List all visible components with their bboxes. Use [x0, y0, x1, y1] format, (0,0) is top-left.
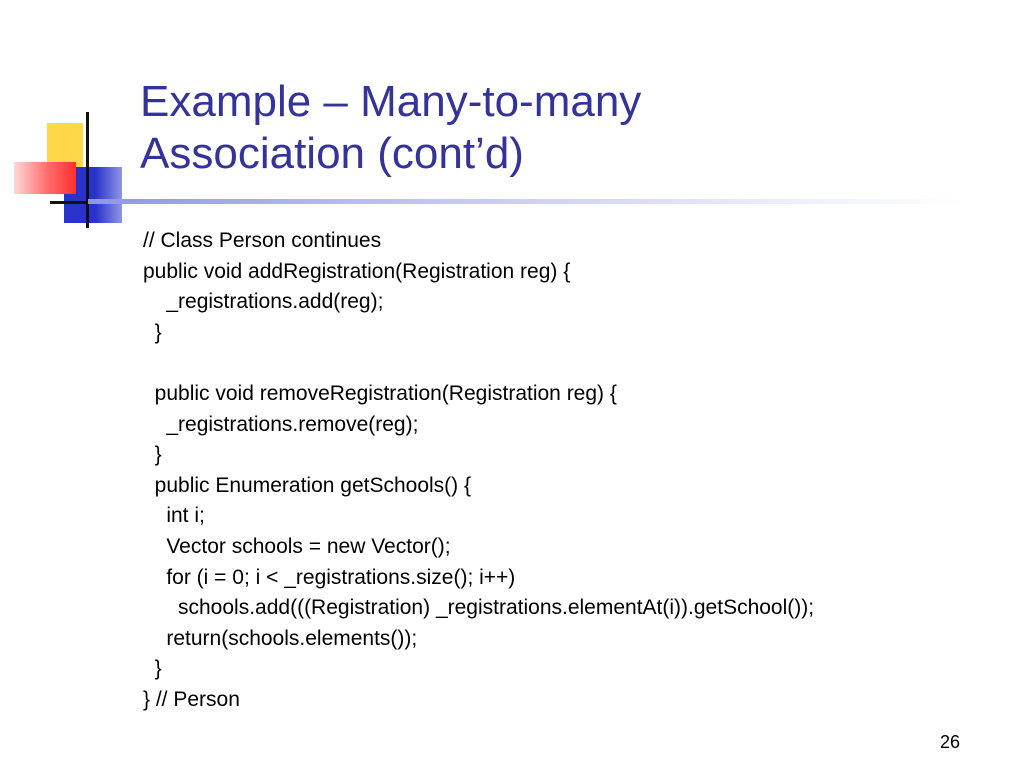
slide-title-line-1: Example – Many-to-many	[140, 77, 642, 126]
logo-red-bar	[14, 162, 76, 194]
code-line	[143, 348, 1003, 379]
page-number: 26	[939, 732, 960, 752]
code-line: // Class Person continues	[143, 229, 382, 252]
code-line: _registrations.add(reg);	[143, 290, 384, 314]
code-line: }	[143, 657, 162, 681]
code-line: int i;	[143, 504, 205, 528]
title-underline-rule	[88, 199, 968, 204]
code-line: }	[143, 320, 162, 344]
code-line: Vector schools = new Vector();	[143, 534, 451, 558]
code-line: public Enumeration getSchools() {	[143, 473, 472, 497]
code-line: }	[143, 443, 162, 467]
code-line: schools.add(((Registration) _registrations.elementAt(i)).getSchool());	[143, 596, 815, 620]
code-block	[143, 226, 1003, 716]
slide-title-line-2: Association (cont’d)	[140, 129, 524, 178]
slide-logo-icon	[0, 0, 140, 240]
logo-vertical-line	[86, 112, 89, 228]
code-line: for (i = 0; i < _registrations.size(); i++)	[143, 565, 516, 589]
code-line: } // Person	[143, 687, 240, 711]
code-line: public void addRegistration(Registration reg) {	[143, 259, 571, 283]
code-line: public void removeRegistration(Registration reg) {	[143, 381, 617, 405]
code-line: _registrations.remove(reg);	[143, 412, 419, 436]
slide-title	[140, 76, 1000, 180]
code-line: return(schools.elements());	[143, 626, 418, 650]
